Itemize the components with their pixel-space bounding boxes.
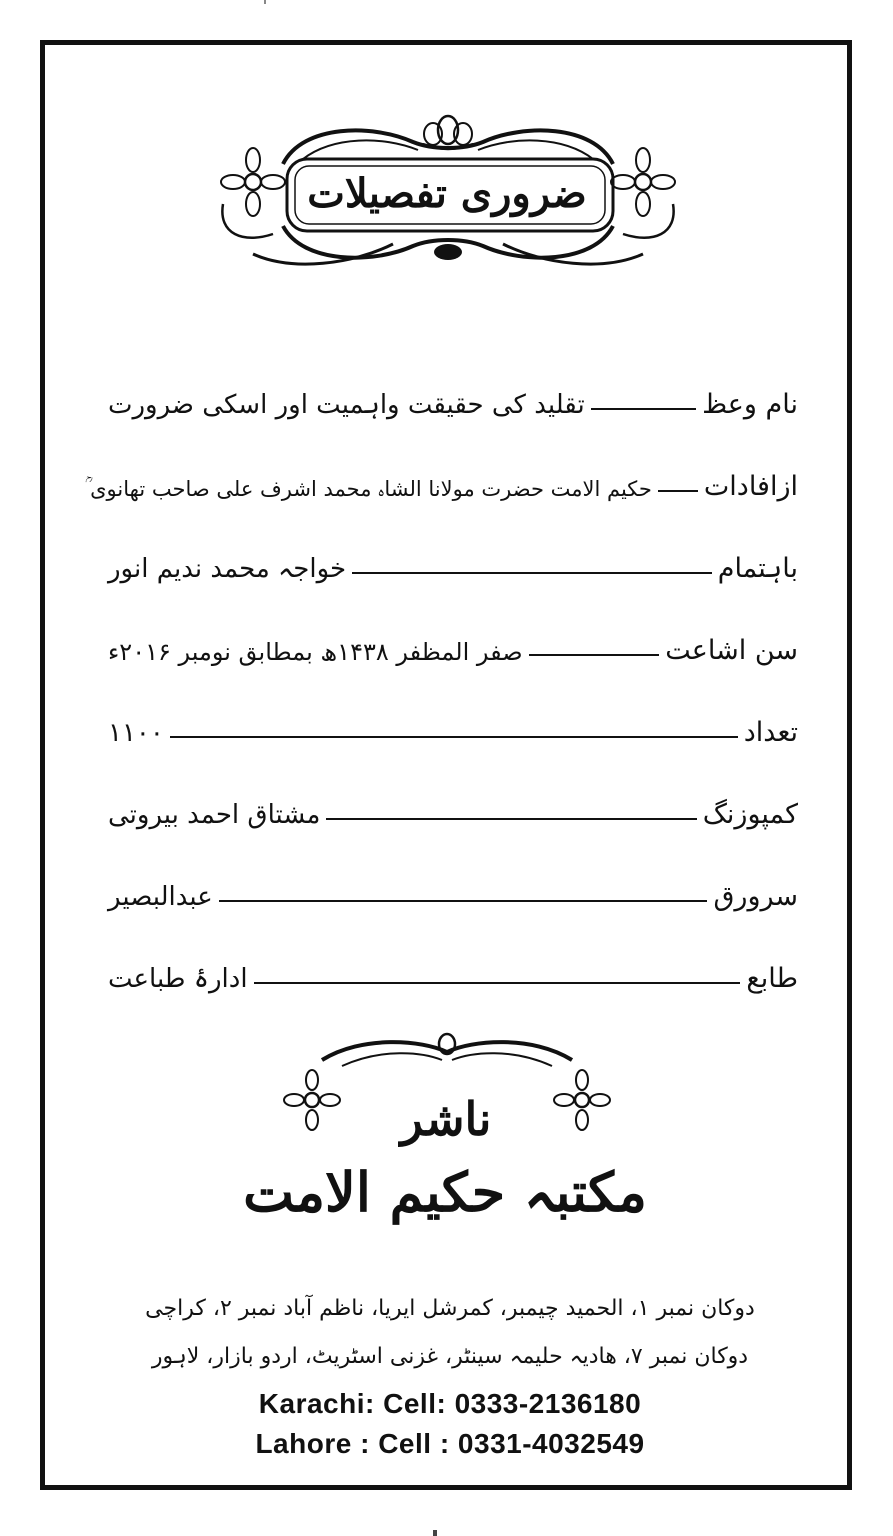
detail-label: نام وعظ <box>702 389 798 420</box>
detail-value: عبدالبصیر <box>108 882 213 912</box>
detail-value: مشتاق احمد بیروتی <box>108 800 321 830</box>
detail-label: کمپوزنگ <box>702 799 798 830</box>
leader-line <box>170 736 738 738</box>
detail-value: حکیم الامت حضرت مولانا الشاہ محمد اشرف علی صاحب تھانوی ؒ <box>84 477 652 501</box>
flower-ornament-icon <box>284 1070 340 1130</box>
flower-ornament-icon <box>221 148 285 238</box>
detail-value: تقلید کی حقیقت واہمیت اور اسکی ضرورت <box>108 390 585 420</box>
leader-line <box>591 408 696 410</box>
detail-row-cover <box>108 862 798 912</box>
detail-row-composing <box>108 780 798 830</box>
leader-line <box>658 490 698 492</box>
detail-row-sermon-name <box>108 370 798 420</box>
lotus-ornament-icon <box>423 116 473 149</box>
leader-line <box>326 818 696 820</box>
lahore-address: دوکان نمبر ۷، ھادیہ حلیمہ سینٹر، غزنی اسٹریٹ، اردو بازار، لاہور <box>151 1344 749 1369</box>
detail-row-printer <box>108 944 798 994</box>
detail-row-organizer <box>108 534 798 584</box>
detail-label: تعداد <box>743 717 798 748</box>
page-title: ضروری تفصیلات <box>307 169 587 217</box>
scan-mark <box>433 1530 437 1536</box>
publisher-name: مکتبہ حکیم الامت <box>243 1160 647 1224</box>
detail-value: ادارۂ طباعت <box>108 964 248 994</box>
detail-label: سن اشاعت <box>665 635 798 666</box>
detail-row-quantity <box>108 698 798 748</box>
detail-row-publication-date <box>108 616 798 666</box>
detail-value: صفر المظفر ۱۴۳۸ھ بمطابق نومبر ۲۰۱۶ء <box>108 638 523 666</box>
detail-label: ازافادات <box>703 471 798 502</box>
flower-ornament-icon <box>611 148 675 238</box>
detail-row-author <box>84 452 798 502</box>
scan-mark <box>264 0 266 4</box>
karachi-contact: Karachi: Cell: 0333-2136180 <box>258 1388 642 1419</box>
leader-line <box>352 572 712 574</box>
karachi-address: دوکان نمبر ۱، الحمید چیمبر، کمرشل ایریا، ناظم آباد نمبر ۲، کراچی <box>145 1296 755 1321</box>
publisher-heading: ناشر <box>400 1092 492 1146</box>
detail-label: باہتمام <box>717 553 798 584</box>
detail-label: طابع <box>746 963 798 994</box>
detail-value: ۱۱۰۰ <box>108 718 164 748</box>
lahore-contact: Lahore : Cell : 0331-4032549 <box>255 1428 645 1459</box>
flower-ornament-icon <box>554 1070 610 1130</box>
leader-line <box>529 654 660 656</box>
detail-value: خواجہ محمد ندیم انور <box>108 554 347 584</box>
leader-line <box>219 900 708 902</box>
leader-line <box>254 982 741 984</box>
detail-label: سرورق <box>713 881 798 912</box>
